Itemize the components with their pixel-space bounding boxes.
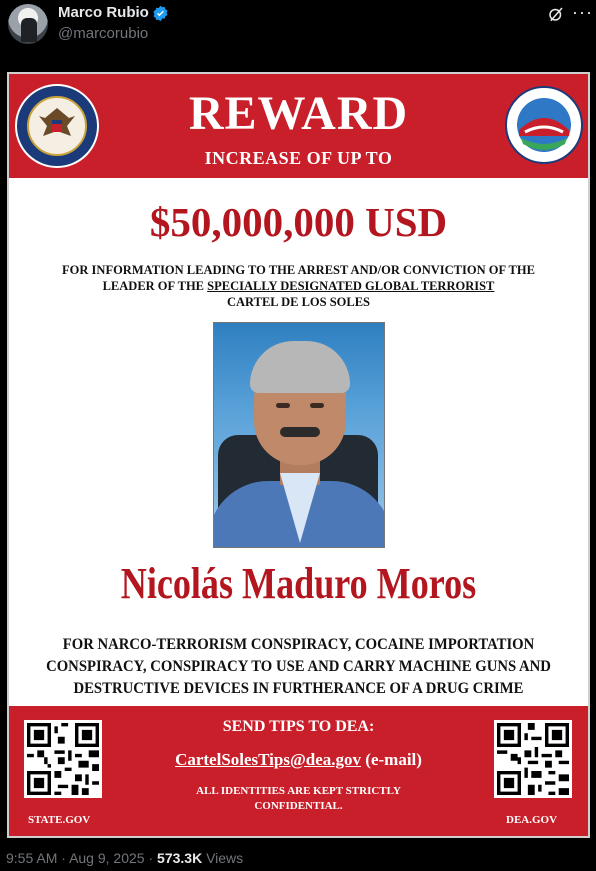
photo-eye-right: [310, 403, 324, 408]
meta-separator: ·: [61, 850, 66, 866]
reward-title: REWARD: [188, 87, 409, 140]
info-line-2-prefix: LEADER OF THE: [102, 279, 208, 293]
tweet-header: [0, 0, 596, 56]
qr-label-dea: DEA.GOV: [506, 814, 558, 826]
info-text: [9, 262, 588, 310]
photo-mustache: [280, 427, 320, 437]
reward-subtitle: INCREASE OF UP TO: [204, 148, 393, 168]
dea-seal: [505, 86, 583, 164]
author-handle[interactable]: @marcorubio: [58, 25, 149, 42]
poster-inner: [7, 72, 590, 838]
photo-eye-left: [276, 403, 290, 408]
info-line-1: FOR INFORMATION LEADING TO THE ARREST AND/OR CONVICTION OF THE: [62, 263, 535, 277]
suspect-photo: [213, 322, 385, 548]
views-count[interactable]: 573.3K: [157, 850, 203, 866]
info-line-3: CARTEL DE LOS SOLES: [226, 295, 371, 309]
reward-poster-image[interactable]: [0, 72, 596, 838]
charges-line-1: FOR NARCO-TERRORISM CONSPIRACY, COCAINE IMPORTATION: [62, 636, 535, 653]
reward-amount: $50,000,000 USD: [149, 199, 448, 245]
verified-badge-icon: [152, 5, 169, 22]
grok-icon[interactable]: [547, 5, 565, 23]
poster-bottom-band: [9, 706, 588, 836]
tweet-time[interactable]: 9:55 AM: [6, 850, 58, 866]
poster-top-band: [9, 74, 588, 178]
charges-line-2: CONSPIRACY, CONSPIRACY TO USE AND CARRY MACHINE GUNS AND: [46, 658, 551, 675]
tweet-date[interactable]: Aug 9, 2025: [69, 850, 145, 866]
meta-separator-2: ·: [148, 850, 154, 866]
qr-label-state: STATE.GOV: [28, 814, 91, 826]
avatar[interactable]: [8, 4, 48, 44]
tips-email-link: CartelSolesTips@dea.gov: [175, 750, 362, 769]
views-label: Views: [206, 850, 244, 866]
qr-code-dea-icon: [494, 720, 572, 798]
charges-line-3: DESTRUCTIVE DEVICES IN FURTHERANCE OF A DRUG CRIME: [73, 680, 524, 697]
tips-email-suffix: (e-mail): [361, 750, 422, 769]
info-line-2: [9, 278, 588, 294]
tips-title: SEND TIPS TO DEA:: [222, 718, 375, 735]
charges-text: [32, 634, 565, 700]
author-name[interactable]: Marco Rubio: [58, 4, 149, 21]
more-icon[interactable]: ···: [572, 2, 593, 22]
tweet-meta: [6, 850, 243, 866]
confidential-line-2: CONFIDENTIAL.: [254, 800, 343, 812]
suspect-name: Nicolás Maduro Moros: [120, 559, 477, 608]
info-line-2-underlined: SPECIALLY DESIGNATED GLOBAL TERRORIST: [207, 279, 495, 293]
confidential-line-1: ALL IDENTITIES ARE KEPT STRICTLY: [196, 785, 401, 797]
photo-hair: [250, 341, 350, 393]
